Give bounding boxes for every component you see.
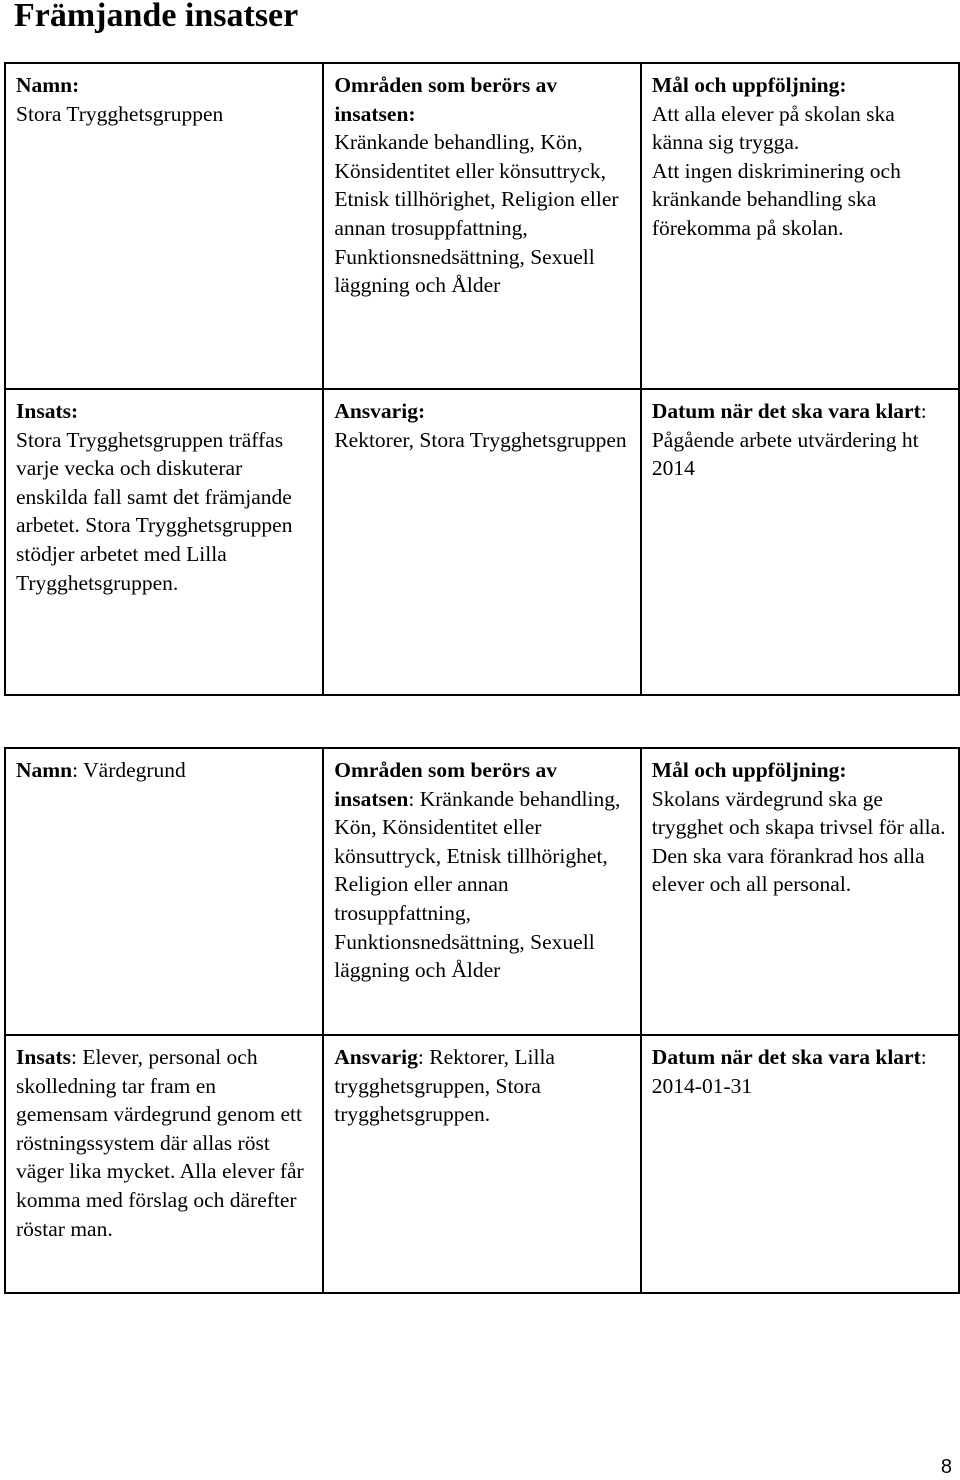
date-cell: Datum när det ska vara klart: 2014-01-31	[641, 1035, 959, 1293]
effort-label: Insats	[16, 1045, 71, 1069]
date-value: Pågående arbete utvärdering ht 2014	[651, 427, 919, 481]
effort-value: Elever, personal och skolledning tar fram en gemensam värdegrund genom ett röstningssystem där allas röst väger lika mycket. Alla elever får komma med förslag och därefter röstar man.	[16, 1045, 304, 1241]
responsible-label: Ansvarig:	[334, 399, 426, 423]
name-value: Värdegrund	[83, 758, 186, 782]
effort-cell	[5, 389, 323, 695]
responsible-cell: Ansvarig: Rektorer, Lilla trygghetsgruppen, Stora trygghetsgruppen.	[323, 1035, 641, 1293]
name-cell: Namn: Värdegrund	[5, 748, 323, 1035]
areas-cell	[323, 63, 640, 389]
areas-cell: Områden som berörs av insatsen: Kränkande behandling, Kön, Könsidentitet eller könsuttryck, Etnisk tillhörighet, Religion eller annan trosuppfattning, Funktionsnedsättning, Sexuell läggning och Ålder	[323, 748, 641, 1035]
responsible-cell	[323, 389, 640, 695]
goal-value: Att ingen diskriminering och kränkande behandling ska förekomma på skolan.	[651, 158, 901, 240]
table-row	[5, 748, 959, 1035]
effort-table-vardegrund	[4, 747, 960, 1294]
name-value: Stora Trygghetsgruppen	[16, 101, 224, 126]
name-label: Namn:	[16, 73, 80, 97]
responsible-label: Ansvarig	[334, 1045, 418, 1069]
date-value: 2014-01-31	[651, 1073, 753, 1098]
effort-value: Stora Trygghetsgruppen träffas varje vecka och diskuterar enskilda fall samt det främjande arbetet. Stora Trygghetsgruppen stödjer arbetet med Lilla Trygghetsgruppen.	[16, 427, 293, 595]
areas-value: Kränkande behandling, Kön, Könsidentitet eller könsuttryck, Etnisk tillhörighet, Religion eller annan trosuppfattning, Funktionsnedsättning, Sexuell läggning och Ålder	[334, 786, 621, 983]
effort-cell: Insats: Elever, personal och skolledning tar fram en gemensam värdegrund genom ett röstningssystem där allas röst väger lika mycket. Alla elever får komma med förslag och därefter röstar man.	[5, 1035, 323, 1293]
table-row	[5, 1035, 959, 1293]
areas-value: Kränkande behandling, Kön, Könsidentitet eller könsuttryck, Etnisk tillhörighet, Religion eller annan trosuppfattning, Funktionsnedsättning, Sexuell läggning och Ålder	[334, 130, 619, 298]
table-row	[5, 63, 959, 389]
date-label: Datum när det ska vara klart	[651, 1045, 921, 1069]
effort-label: Insats:	[16, 399, 79, 423]
goal-value: Skolans värdegrund ska ge trygghet och skapa trivsel för alla. Den ska vara förankrad hos alla elever och all personal.	[651, 786, 946, 897]
areas-label: Områden som berörs av insatsen:	[334, 73, 558, 126]
goal-value: Att alla elever på skolan ska känna sig trygga.	[651, 101, 895, 155]
effort-table-stora-trygghetsgruppen	[4, 62, 960, 696]
table-row	[5, 389, 959, 695]
goal-cell	[641, 63, 959, 389]
goal-label: Mål och uppföljning:	[651, 758, 847, 782]
areas-label: Områden som berörs av insatsen	[334, 758, 558, 811]
name-cell	[5, 63, 323, 389]
responsible-value: Rektorer, Lilla trygghetsgruppen, Stora trygghetsgruppen.	[334, 1045, 555, 1127]
goal-label: Mål och uppföljning:	[651, 73, 847, 97]
date-cell: Datum när det ska vara klart: Pågående arbete utvärdering ht 2014	[641, 389, 959, 695]
name-label: Namn	[16, 758, 73, 782]
page-number: 8	[940, 1456, 952, 1478]
date-label: Datum när det ska vara klart	[651, 399, 921, 423]
page-title: Främjande insatser	[14, 0, 299, 34]
goal-cell	[641, 748, 959, 1035]
responsible-value: Rektorer, Stora Trygghetsgruppen	[334, 427, 627, 452]
